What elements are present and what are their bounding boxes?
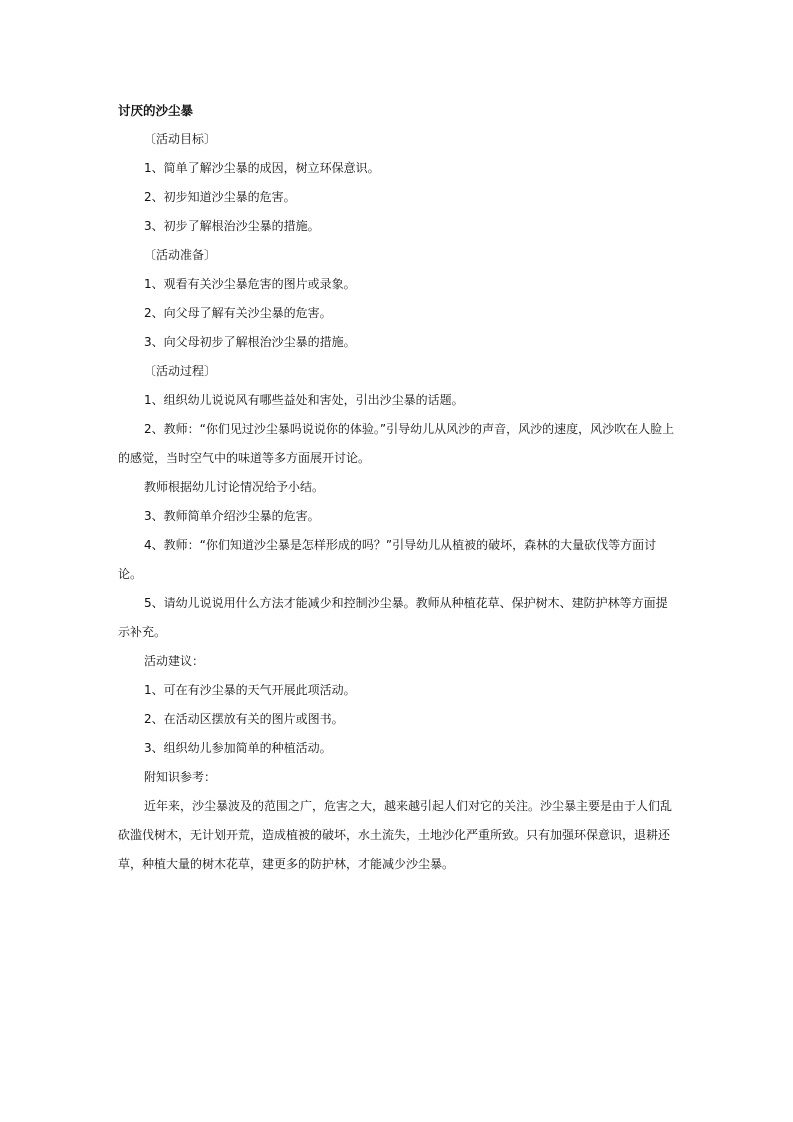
section-heading-process: 〔活动过程〕 xyxy=(144,364,217,378)
paragraph: 近年来，沙尘暴波及的范围之广，危害之大，越来越引起人们对它的关注。沙尘暴主要是由于人们乱砍滥伐树木，无计划开荒，造成植被的破坏，水土流失，土地沙化严重所致。只有加强环保意识，退耕还草，种植大量的树木花草，建更多的防护林，才能减少沙尘暴。 xyxy=(118,799,673,871)
paragraph: 2、向父母了解有关沙尘暴的危害。 xyxy=(144,306,332,320)
section-heading-reference: 附知识参考： xyxy=(144,770,217,784)
paragraph: 1、简单了解沙尘暴的成因，树立环保意识。 xyxy=(144,161,380,175)
paragraph: 教师根据幼儿讨论情况给予小结。 xyxy=(144,480,325,494)
paragraph: 4、教师：“你们知道沙尘暴是怎样形成的吗？”引导幼儿从植被的破坏，森林的大量砍伐等方面讨论。 xyxy=(118,538,657,581)
paragraph: 2、在活动区摆放有关的图片或图书。 xyxy=(144,712,344,726)
section-heading-suggestions: 活动建议： xyxy=(144,654,205,668)
section-heading-preparation: 〔活动准备〕 xyxy=(144,248,217,262)
document-title: 讨厌的沙尘暴 xyxy=(118,103,194,118)
document-body xyxy=(118,96,678,879)
paragraph: 3、教师简单介绍沙尘暴的危害。 xyxy=(144,509,320,523)
section-heading-goals: 〔活动目标〕 xyxy=(144,132,217,146)
paragraph: 5、请幼儿说说用什么方法才能减少和控制沙尘暴。教师从种植花草、保护树木、建防护林等方面提示补充。 xyxy=(118,596,668,639)
paragraph: 3、组织幼儿参加简单的种植活动。 xyxy=(144,741,332,755)
paragraph: 2、初步知道沙尘暴的危害。 xyxy=(144,190,296,204)
paragraph: 1、可在有沙尘暴的天气开展此项活动。 xyxy=(144,683,356,697)
paragraph: 2、教师：“你们见过沙尘暴吗说说你的体验。”引导幼儿从风沙的声音，风沙的速度，风沙吹在人脸上的感觉，当时空气中的味道等多方面展开讨论。 xyxy=(118,422,675,465)
paragraph: 1、组织幼儿说说风有哪些益处和害处，引出沙尘暴的话题。 xyxy=(144,393,464,407)
paragraph: 3、初步了解根治沙尘暴的措施。 xyxy=(144,219,320,233)
paragraph: 1、观看有关沙尘暴危害的图片或录象。 xyxy=(144,277,356,291)
paragraph: 3、向父母初步了解根治沙尘暴的措施。 xyxy=(144,335,356,349)
